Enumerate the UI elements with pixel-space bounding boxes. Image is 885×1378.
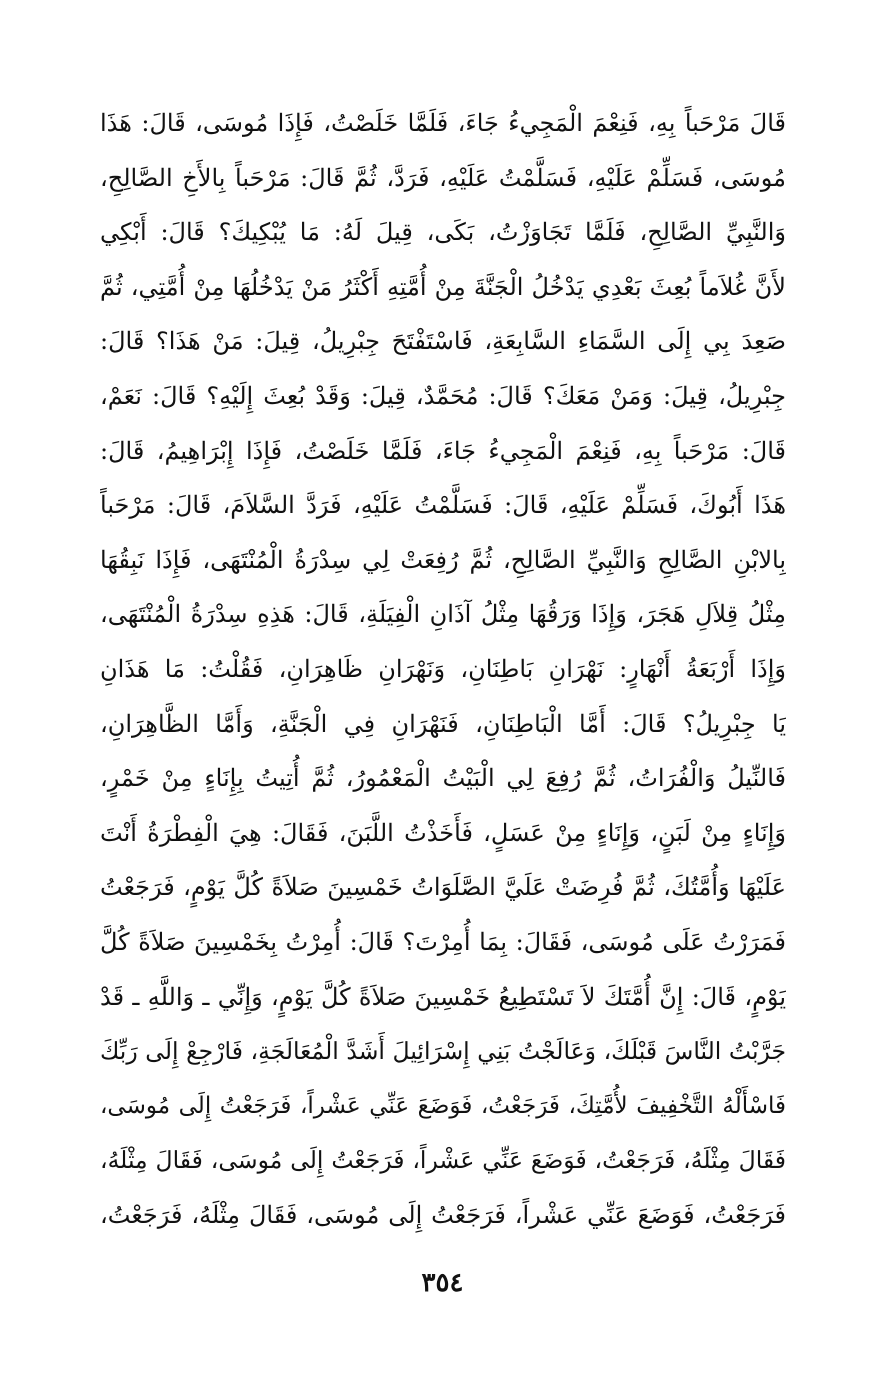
text-line: هَذَا أَبُوكَ، فَسَلِّمْ عَلَيْهِ، قَالَ: فَسَلَّمْتُ عَلَيْهِ، فَرَدَّ السَّلاَمَ، قَالَ: مَرْحَباً	[100, 491, 786, 520]
text-line: فَرَجَعْتُ، فَوَضَعَ عَنِّي عَشْراً، فَرَجَعْتُ إِلَى مُوسَى، فَقَالَ مِثْلَهُ، فَرَجَعْتُ،	[100, 1200, 786, 1229]
text-line: فَمَرَرْتُ عَلَى مُوسَى، فَقَالَ: بِمَا أُمِرْتَ؟ قَالَ: أُمِرْتُ بِخَمْسِينَ صَلاَةً كُلَّ	[100, 927, 786, 956]
page-number: ٣٥٤	[421, 1268, 464, 1298]
text-line: جَرَّبْتُ النَّاسَ قَبْلَكَ، وَعَالَجْتُ بَنِي إِسْرَائِيلَ أَشَدَّ الْمُعَالَجَةِ، فَارْجِعْ إِلَى رَبِّكَ	[100, 1037, 786, 1066]
text-line: مِثْلُ قِلاَلِ هَجَرَ، وَإِذَا وَرَقُهَا مِثْلُ آذَانِ الْفِيَلَةِ، قَالَ: هَذِهِ سِدْرَةُ الْمُنْتَهَى،	[100, 600, 786, 629]
text-line: فَالنِّيلُ وَالْفُرَاتُ، ثُمَّ رُفِعَ لِي الْبَيْتُ الْمَعْمُورُ، ثُمَّ أُتِيتُ بِإِنَاءٍ مِنْ خَمْرٍ،	[100, 764, 786, 793]
text-line: يَوْمٍ، قَالَ: إِنَّ أُمَّتَكَ لاَ تَسْتَطِيعُ خَمْسِينَ صَلاَةً كُلَّ يَوْمٍ، وَإِنِّي ـ وَاللَّهِ ـ قَدْ	[100, 982, 786, 1011]
text-line: بِالابْنِ الصَّالِحِ وَالنَّبِيِّ الصَّالِحِ، ثُمَّ رُفِعَتْ لِي سِدْرَةُ الْمُنْتَهَى، فَإِذَا نَبِقُهَا	[100, 545, 786, 574]
text-line: صَعِدَ بِي إِلَى السَّمَاءِ السَّابِعَةِ، فَاسْتَفْتَحَ جِبْرِيلُ، قِيلَ: مَنْ هَذَا؟ قَالَ:	[100, 327, 786, 356]
text-line: فَاسْأَلْهُ التَّخْفِيفَ لأُمَّتِكَ، فَرَجَعْتُ، فَوَضَعَ عَنِّي عَشْراً، فَرَجَعْتُ إِلَى مُوسَى،	[100, 1092, 786, 1119]
text-line: عَلَيْهَا وَأُمَّتُكَ، ثُمَّ فُرِضَتْ عَلَيَّ الصَّلَوَاتُ خَمْسِينَ صَلاَةً كُلَّ يَوْمٍ، فَرَجَعْتُ	[100, 873, 786, 902]
text-line: وَإِنَاءٍ مِنْ لَبَنٍ، وَإِنَاءٍ مِنْ عَسَلٍ، فَأَخَذْتُ اللَّبَنَ، فَقَالَ: هِيَ الْفِطْرَةُ أَنْتَ	[100, 818, 786, 847]
text-line: لأَنَّ غُلاَماً بُعِثَ بَعْدِي يَدْخُلُ الْجَنَّةَ مِنْ أُمَّتِهِ أَكْثَرُ مَنْ يَدْخُلُهَا مِنْ أُمَّتِي، ثُمَّ	[100, 272, 786, 301]
text-line: يَا جِبْرِيلُ؟ قَالَ: أَمَّا الْبَاطِنَانِ، فَنَهْرَانِ فِي الْجَنَّةِ، وَأَمَّا الظَّاهِرَانِ،	[100, 709, 786, 738]
text-line: وَالنَّبِيِّ الصَّالِحِ، فَلَمَّا تَجَاوَزْتُ، بَكَى، قِيلَ لَهُ: مَا يُبْكِيكَ؟ قَالَ: أَبْكِي	[100, 218, 786, 247]
text-line: جِبْرِيلُ، قِيلَ: وَمَنْ مَعَكَ؟ قَالَ: مُحَمَّدٌ، قِيلَ: وَقَدْ بُعِثَ إِلَيْهِ؟ قَالَ: نَعَمْ،	[100, 381, 786, 410]
text-line: مُوسَى، فَسَلِّمْ عَلَيْهِ، فَسَلَّمْتُ عَلَيْهِ، فَرَدَّ، ثُمَّ قَالَ: مَرْحَباً بِالأَخِ الصَّالِحِ،	[100, 163, 786, 192]
body-text	[100, 96, 786, 1242]
text-line: قَالَ: مَرْحَباً بِهِ، فَنِعْمَ الْمَجِيءُ جَاءَ، فَلَمَّا خَلَصْتُ، فَإِذَا إِبْرَاهِيمُ، قَالَ:	[100, 436, 786, 465]
text-line: قَالَ مَرْحَباً بِهِ، فَنِعْمَ الْمَجِيءُ جَاءَ، فَلَمَّا خَلَصْتُ، فَإِذَا مُوسَى، قَالَ: هَذَا	[100, 109, 786, 137]
text-line: وَإِذَا أَرْبَعَةُ أَنْهَارٍ: نَهْرَانِ بَاطِنَانِ، وَنَهْرَانِ ظَاهِرَانِ، فَقُلْتُ: مَا هَذَانِ	[100, 654, 786, 683]
text-line: فَقَالَ مِثْلَهُ، فَرَجَعْتُ، فَوَضَعَ عَنِّي عَشْراً، فَرَجَعْتُ إِلَى مُوسَى، فَقَالَ مِثْلَهُ،	[100, 1146, 786, 1175]
